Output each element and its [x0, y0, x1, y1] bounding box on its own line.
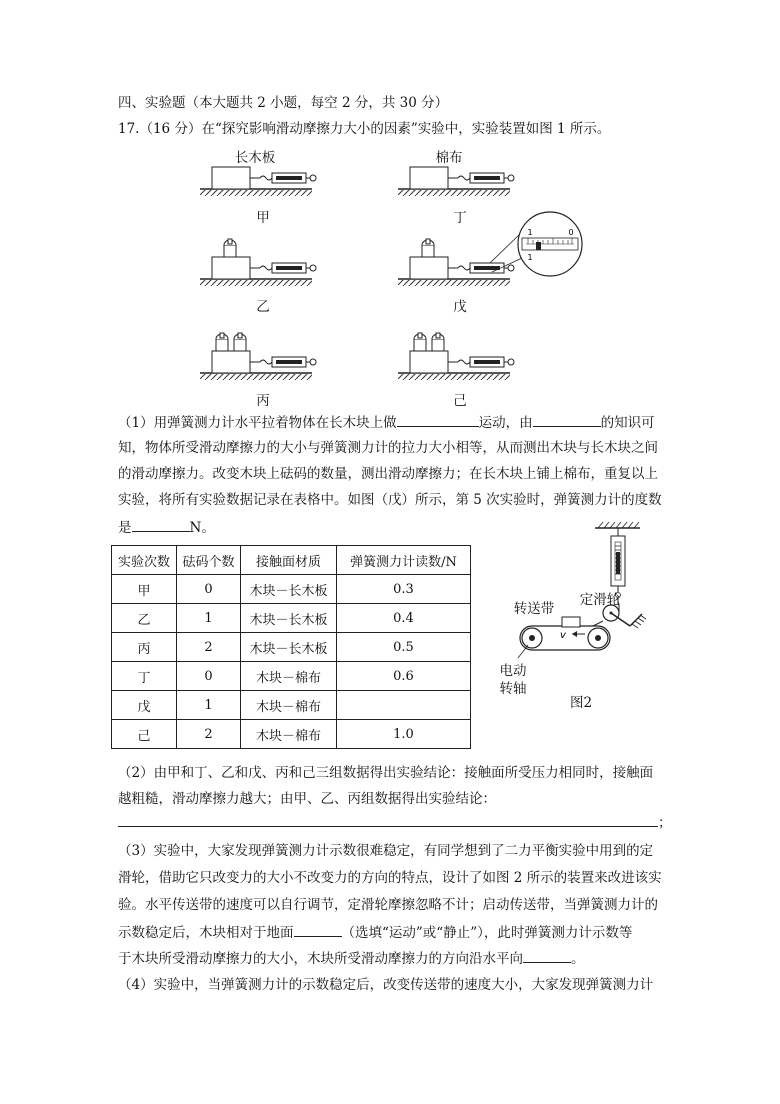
part1-line5: 是 N。	[118, 517, 215, 538]
wood-block	[212, 167, 250, 189]
part2-line2: 越粗糙，滑动摩擦力越大；由甲、乙、丙组数据得出实验结论：	[118, 791, 496, 807]
setup-wu	[398, 212, 582, 286]
table-cell: 0	[177, 662, 241, 691]
label-conveyor-belt: 转送带	[513, 601, 555, 617]
table-cell-empty[interactable]	[337, 691, 471, 720]
part1-line3: 的滑动摩擦力。改变木块上砝码的数量，测出滑动摩擦力；在长木块上铺上棉布，重复以上	[118, 466, 658, 482]
part4-line1: （4）实验中，当弹簧测力计的示数稳定后，改变传送带的速度大小，大家发现弹簧测力计	[118, 977, 654, 993]
setup-ji	[398, 333, 514, 380]
table-cell: 0.3	[337, 575, 471, 604]
part1-line1: （1）用弹簧测力计水平拉着物体在长木块上做 运动，由 的知识可	[118, 412, 655, 433]
table-header-row	[112, 546, 471, 575]
part3-line3: 验。水平传送带的速度可以自行调节，定滑轮摩擦忽略不计；启动传送带，当弹簧测力计的	[118, 897, 658, 913]
table-cell: 1	[177, 604, 241, 633]
table-header: 接触面材质	[241, 546, 337, 575]
table-cell: 0.4	[337, 604, 471, 633]
table-cell: 0.6	[337, 662, 471, 691]
gauge-right-number: 0	[568, 228, 574, 237]
label-jia: 甲	[256, 210, 270, 226]
part2-line3: ；	[118, 812, 672, 833]
label-long-board: 长木板	[234, 150, 276, 166]
label-wu: 戊	[453, 299, 467, 315]
table-cell: 1.0	[337, 720, 471, 749]
label-motor-1: 电动	[499, 663, 527, 679]
question-stem: 17.（16 分）在“探究影响滑动摩擦力大小的因素”实验中，实验装置如图 1 所示。	[118, 121, 611, 137]
table-cell: 0.5	[337, 633, 471, 662]
part3-line4: 示数稳定后，木块相对于地面 （选填“运动”或“静止”），此时弹簧测力计示数等	[118, 922, 632, 943]
blank-motion-type[interactable]	[397, 412, 479, 427]
part2-line1: （2）由甲和丁、乙和戊、丙和己三组数据得出实验结论：接触面所受压力相同时，接触面	[118, 765, 654, 781]
label-motor-2: 转轴	[499, 681, 527, 697]
table-row	[112, 662, 471, 691]
table-header: 弹簧测力计读数/N	[337, 546, 471, 575]
label-cotton-cloth: 棉布	[435, 150, 463, 166]
table-row	[112, 720, 471, 749]
magnified-gauge	[518, 212, 582, 276]
table-cell: 木块－长木板	[241, 575, 337, 604]
part3-line1: （3）实验中，大家发现弹簧测力计示数很难稳定，有同学想到了二力平衡实验中用到的定	[118, 843, 654, 859]
table-row	[112, 604, 471, 633]
figure-1	[0, 0, 780, 410]
setup-jia	[200, 167, 316, 196]
part1-line2: 知，物体所受滑动摩擦力的大小与弹簧测力计的拉力大小相等，从而测出木块与长木块之间	[118, 440, 658, 456]
figure-2-caption: 图2	[569, 695, 593, 711]
part1-line4: 实验，将所有实验数据记录在表格中。如图（戊）所示，第 5 次实验时，弹簧测力计的度数	[118, 492, 662, 508]
gauge-bottom-number: 1	[527, 253, 533, 262]
table-cell: 乙	[112, 604, 177, 633]
blank-reading[interactable]	[132, 517, 190, 532]
blank-conclusion[interactable]	[118, 812, 658, 827]
table-cell: 木块－棉布	[241, 662, 337, 691]
table-cell: 木块－棉布	[241, 720, 337, 749]
table-cell: 木块－棉布	[241, 691, 337, 720]
label-ji: 己	[453, 393, 467, 409]
table-cell: 己	[112, 720, 177, 749]
table-row	[112, 575, 471, 604]
table-cell: 2	[177, 633, 241, 662]
table-cell: 木块－长木板	[241, 604, 337, 633]
setup-ding	[398, 167, 514, 196]
label-ding: 丁	[453, 210, 467, 226]
setup-bing	[200, 333, 316, 380]
table-cell: 1	[177, 691, 241, 720]
label-bing: 丙	[256, 393, 270, 409]
label-fixed-pulley: 定滑轮	[579, 592, 621, 608]
table-row	[112, 691, 471, 720]
section-heading: 四、实验题（本大题共 2 小题，每空 2 分，共 30 分）	[118, 95, 449, 111]
table-header: 砝码个数	[177, 546, 241, 575]
blank-knowledge[interactable]	[533, 412, 601, 427]
table-row	[112, 633, 471, 662]
gauge-left-number: 1	[527, 228, 533, 237]
part3-line2: 滑轮，借助它只改变力的大小不改变力的方向的特点，设计了如图 2 所示的装置来改进该实	[118, 870, 662, 886]
table-cell: 丁	[112, 662, 177, 691]
blank-friction-direction[interactable]	[523, 948, 571, 963]
table-cell: 0	[177, 575, 241, 604]
velocity-label: v	[560, 630, 566, 641]
table-cell: 木块－长木板	[241, 633, 337, 662]
label-yi: 乙	[256, 299, 270, 315]
table-header: 实验次数	[112, 546, 177, 575]
blank-relative-state[interactable]	[294, 922, 342, 937]
table-cell: 2	[177, 720, 241, 749]
data-table	[111, 545, 471, 749]
table-cell: 丙	[112, 633, 177, 662]
setup-yi	[200, 239, 316, 286]
wood-block-on-belt	[562, 617, 580, 627]
table-cell: 戊	[112, 691, 177, 720]
part3-line5: 于木块所受滑动摩擦力的大小，木块所受滑动摩擦力的方向沿水平向 。	[118, 948, 585, 969]
table-cell: 甲	[112, 575, 177, 604]
